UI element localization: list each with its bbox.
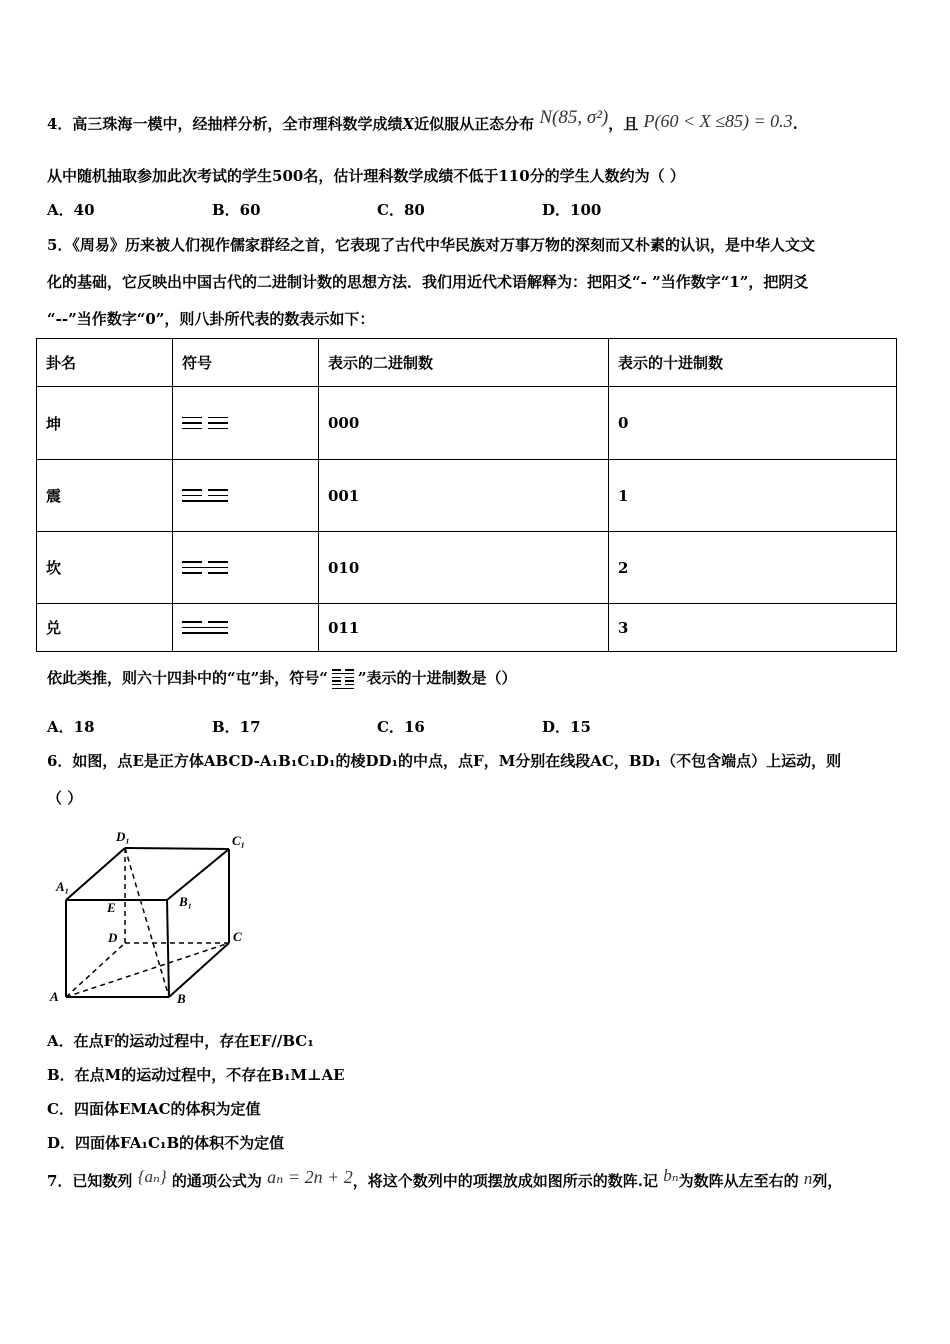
q5-option-b: B．17	[212, 718, 261, 736]
table-row	[37, 604, 897, 652]
q4-distribution: N(85, σ²)	[539, 107, 609, 128]
q4-text-b: 近似服从正态分布	[414, 115, 535, 133]
q7-text-a: 7．已知数列	[47, 1172, 133, 1190]
q4-option-d: D．100	[542, 201, 602, 219]
q6-option-d: D．四面体FA₁C₁B的体积不为定值	[47, 1134, 285, 1152]
cube-figure	[45, 825, 265, 1010]
zhen-symbol-icon	[182, 485, 228, 506]
kan-symbol-icon	[182, 557, 228, 578]
q7-n: n	[803, 1169, 813, 1188]
row-dui-name: 兑	[37, 604, 173, 652]
header-symbol: 符号	[173, 339, 319, 387]
table-header-row	[37, 339, 897, 387]
header-name: 卦名	[37, 339, 173, 387]
q4-probability: P(60 < X ≤85) = 0.3	[643, 111, 793, 131]
q4-line1	[47, 107, 798, 135]
label-a1: A₁	[56, 879, 70, 894]
label-d1: D₁	[116, 829, 130, 844]
dui-symbol-icon	[182, 617, 228, 638]
q5-after-a: 依此类推，则六十四卦中的“屯”卦，符号“	[47, 669, 328, 688]
row-kan-decimal: 2	[609, 532, 897, 604]
q5-line2: 化的基础，它反映出中国古代的二进制计数的思想方法．我们用近代术语解释为：把阳爻“- ”当作数字“1”，把阴爻	[47, 273, 809, 291]
q7-text-e: 列，	[812, 1172, 843, 1190]
q5-option-c: C．16	[377, 718, 425, 736]
row-kan-name: 坎	[37, 532, 173, 604]
row-kun-decimal: 0	[609, 387, 897, 460]
q4-text-c: ，且	[608, 115, 639, 133]
q7-bn: bₙ	[663, 1166, 679, 1185]
q6-option-a: A．在点F的运动过程中，存在EF//BC₁	[47, 1032, 314, 1050]
label-b: B	[177, 991, 186, 1006]
q6-option-b: B．在点M的运动过程中，不存在B₁M⊥AE	[47, 1066, 345, 1084]
q7-text-d: 为数阵从左至右的	[678, 1172, 799, 1190]
header-binary: 表示的二进制数	[319, 339, 609, 387]
row-zhen-symbol	[173, 460, 319, 532]
row-dui-symbol	[173, 604, 319, 652]
q7-formula: aₙ = 2n + 2	[267, 1167, 353, 1187]
q7-text-c: ，将这个数列中的项摆放成如图所示的数阵.记	[352, 1172, 658, 1190]
q6-line1: 6．如图，点E是正方体ABCD-A₁B₁C₁D₁的棱DD₁的中点，点F，M分别在线段AC，BD₁（不包含端点）上运动，则	[47, 752, 842, 770]
kun-symbol-icon	[182, 413, 228, 434]
label-c: C	[233, 929, 242, 944]
q6-line2: （ ）	[47, 789, 83, 807]
zhun-hexagram-icon	[332, 667, 354, 691]
q4-option-c: C．80	[377, 201, 425, 219]
q5-line3: “--”当作数字“0”，则八卦所代表的数表示如下：	[47, 310, 375, 328]
q4-end: .	[792, 115, 798, 133]
q5-option-d: D．15	[542, 718, 591, 736]
label-a: A	[50, 989, 59, 1004]
q4-var-x: X	[402, 115, 415, 133]
row-kun-symbol	[173, 387, 319, 460]
table-row	[37, 460, 897, 532]
row-dui-binary: 011	[319, 604, 609, 652]
q5-after-b: ”表示的十进制数是（）	[357, 669, 517, 688]
q4-text-a: 4．高三珠海一模中，经抽样分析，全市理科数学成绩	[47, 115, 403, 133]
row-zhen-name: 震	[37, 460, 173, 532]
row-kan-symbol	[173, 532, 319, 604]
table-row	[37, 532, 897, 604]
row-zhen-binary: 001	[319, 460, 609, 532]
row-zhen-decimal: 1	[609, 460, 897, 532]
row-kun-name: 坤	[37, 387, 173, 460]
row-kan-binary: 010	[319, 532, 609, 604]
label-e: E	[107, 900, 116, 915]
q5-after-line	[47, 667, 517, 691]
header-decimal: 表示的十进制数	[609, 339, 897, 387]
q7-sequence: {aₙ}	[137, 1167, 167, 1186]
q5-line1: 5．《周易》历来被人们视作儒家群经之首，它表现了古代中华民族对万事万物的深刻而又朴素的认识，是中华人文文	[47, 236, 815, 254]
q4-line2: 从中随机抽取参加此次考试的学生500名，估计理科数学成绩不低于110分的学生人数约为（ ）	[47, 167, 685, 185]
q4-option-a: A．40	[47, 201, 95, 219]
q7-text-b: 的通项公式为	[171, 1172, 262, 1190]
row-dui-decimal: 3	[609, 604, 897, 652]
label-d: D	[108, 930, 118, 945]
row-kun-binary: 000	[319, 387, 609, 460]
q6-option-c: C．四面体EMAC的体积为定值	[47, 1100, 261, 1118]
q5-option-a: A．18	[47, 718, 95, 736]
label-b1: B₁	[179, 894, 193, 909]
bagua-table	[36, 338, 897, 652]
table-row	[37, 387, 897, 460]
q4-option-b: B．60	[212, 201, 261, 219]
q7-line1	[47, 1166, 843, 1191]
label-c1: C₁	[232, 833, 246, 848]
